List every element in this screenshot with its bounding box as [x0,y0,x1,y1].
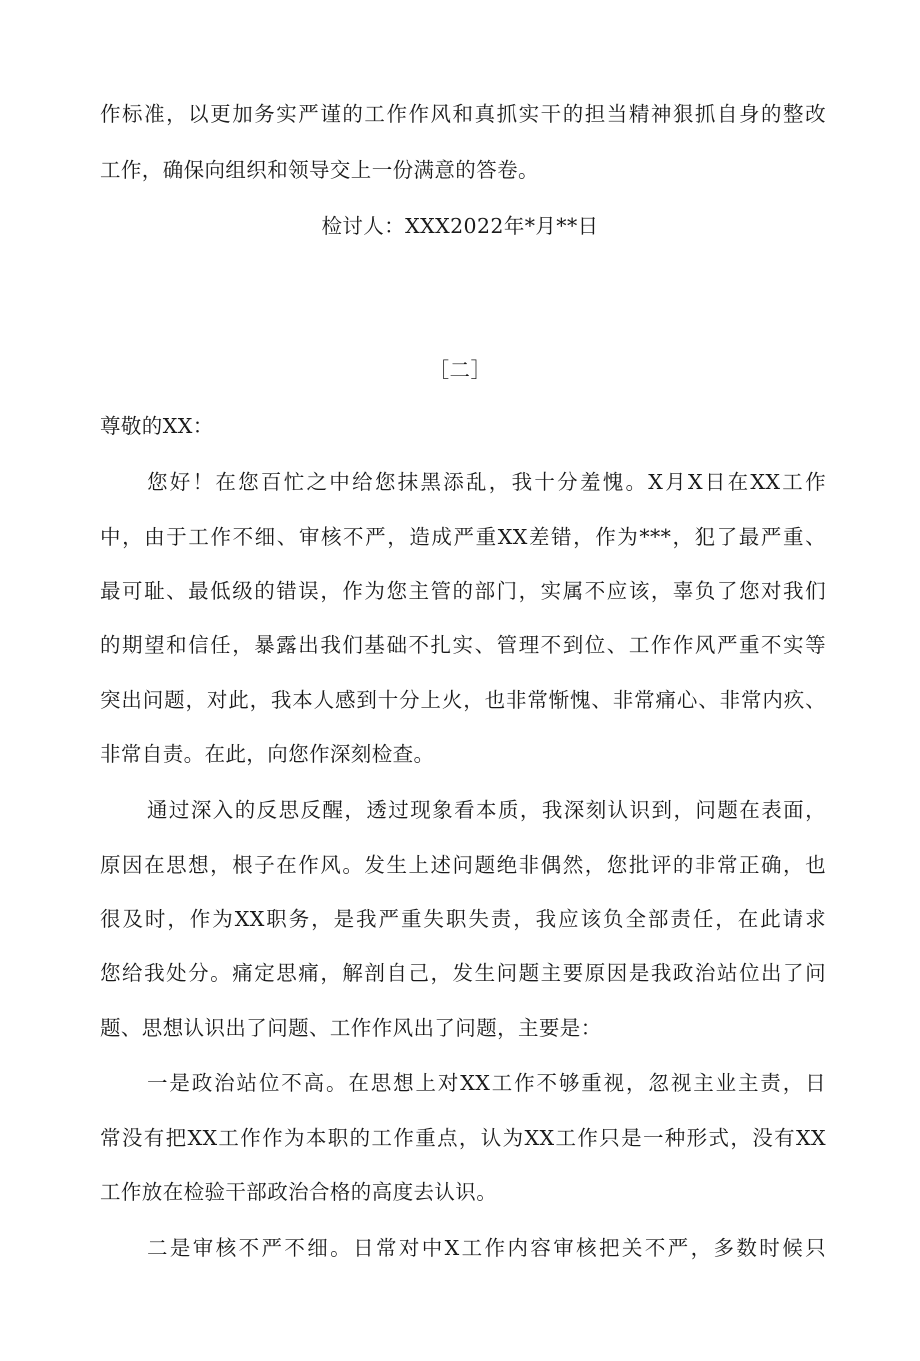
paragraph-line: 工作放在检验干部政治合格的高度去认识。 [100,1180,498,1204]
salutation: 尊敬的XX： [100,414,214,438]
paragraph-line: 一是政治站位不高。在思想上对XX工作不够重视，忽视主业主责，日 [147,1071,826,1095]
paragraph-line: 原因在思想，根子在作风。发生上述问题绝非偶然，您批评的非常正确，也 [100,853,826,877]
paragraph-line: 最可耻、最低级的错误，作为您主管的部门，实属不应该，辜负了您对我们 [100,579,826,603]
paragraph-line: 中，由于工作不细、审核不严，造成严重XX差错，作为***，犯了最严重、 [100,525,826,549]
paragraph-line: 突出问题，对此，我本人感到十分上火，也非常惭愧、非常痛心、非常内疚、 [100,688,826,712]
paragraph-line: 非常自责。在此，向您作深刻检查。 [100,742,435,766]
paragraph-line: 通过深入的反思反醒，透过现象看本质，我深刻认识到，问题在表面， [147,798,826,822]
paragraph-line: 您好！在您百忙之中给您抹黑添乱，我十分羞愧。X月X日在XX工作 [147,470,826,494]
paragraph-line: 二是审核不严不细。日常对中X工作内容审核把关不严，多数时候只 [147,1236,826,1260]
text-line: 作标准，以更加务实严谨的工作作风和真抓实干的担当精神狠抓自身的整改 [100,102,826,126]
paragraph-line: 常没有把XX工作作为本职的工作重点，认为XX工作只是一种形式，没有XX [100,1126,826,1150]
text-line: 工作，确保向组织和领导交上一份满意的答卷。 [100,158,539,182]
paragraph-line: 题、思想认识出了问题、工作作风出了问题，主要是： [100,1016,602,1040]
paragraph-line: 的期望和信任，暴露出我们基础不扎实、管理不到位、工作作风严重不实等 [100,633,826,657]
paragraph-line: 很及时，作为XX职务，是我严重失职失责，我应该负全部责任，在此请求 [100,907,826,931]
paragraph-line: 您给我处分。痛定思痛，解剖自己，发生问题主要原因是我政治站位出了问 [100,961,826,985]
signature: 检讨人：XXX2022年*月**日 [321,214,599,238]
section-marker: ［二］ [428,358,492,382]
